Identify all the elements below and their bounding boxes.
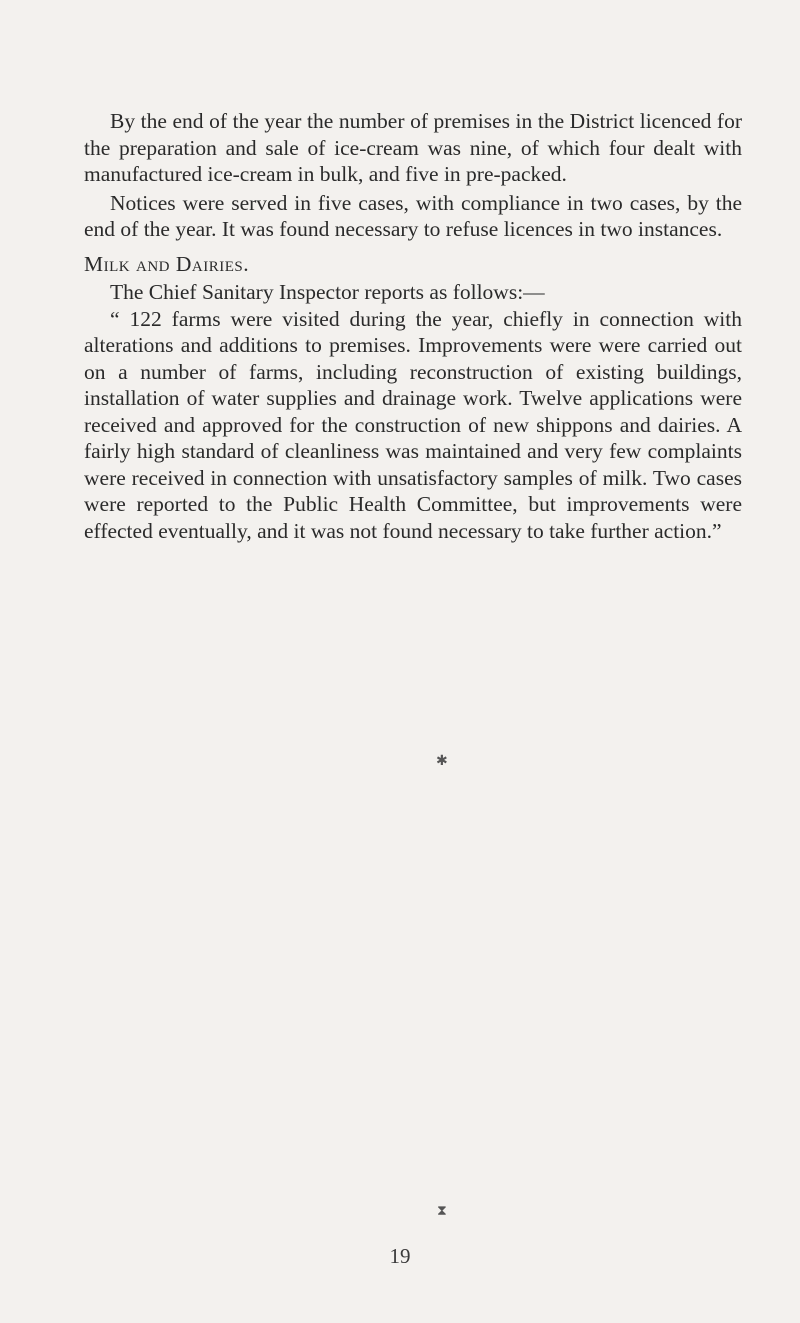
paragraph-ice-cream-premises: By the end of the year the number of premises in the District licenced for the preparation and sale of ice-cream was nine, of which four dealt with manufactured ice-cream in bulk, and five in pre-packed. [84, 109, 742, 186]
paragraph-inspector-intro: The Chief Sanitary Inspector reports as follows:— [110, 280, 545, 304]
document-body [84, 108, 742, 544]
paragraph-inspector-quote: “ 122 farms were visited during the year, chiefly in connection with alterations and additions to premises. Improvements were were carried out on a number of farms, including reconstruction of existing buildings, installation of water supplies and drainage work. Twelve applications were received and approved for the construction of new shippons and dairies. A fairly high standard of cleanliness was maintained and very few complaints were received in connection with unsatisfactory samples of milk. Two cases were reported to the Public Health Committee, but improvements were effected eventually, and it was not found necessary to take further action.” [84, 306, 742, 543]
paragraph-notices: Notices were served in five cases, with compliance in two cases, by the end of the year. It was found necessary to refuse licences in two instances. [84, 190, 742, 241]
section-heading-milk-dairies: Milk and Dairies. [84, 251, 250, 276]
page-number: 19 [389, 1244, 411, 1268]
print-speck-mark: ✱ [436, 754, 448, 769]
print-speck-mark-lower: ⧗ [437, 1204, 447, 1219]
